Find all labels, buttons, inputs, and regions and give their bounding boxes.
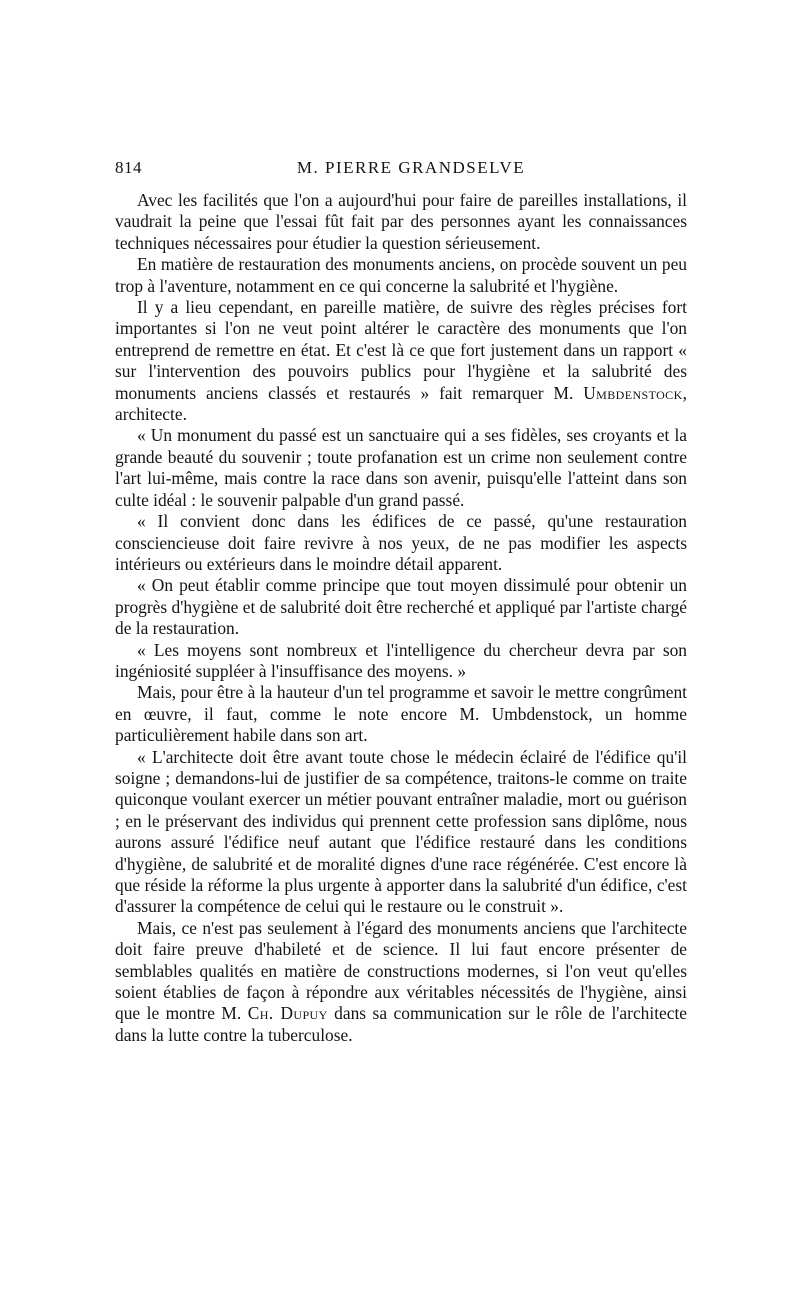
running-title: M. PIERRE GRANDSELVE bbox=[296, 158, 526, 177]
paragraph-7 bbox=[115, 640, 687, 683]
author-name-small-caps: Ch. Dupuy bbox=[247, 1003, 328, 1024]
paragraph-9 bbox=[115, 747, 687, 918]
paragraph-text: « Un monument du passé est un sanctuaire qui a ses fidèles, ses croyants et la grande beauté du souvenir ; toute profanation est un crime non seulement contre l'art lui-même, mais contre la race dans son avenir, puisqu'elle l'atteint dans son culte idéal : le souvenir palpable d'un grand passé. bbox=[115, 425, 687, 510]
paragraph-text: « Les moyens sont nombreux et l'intelligence du chercheur devra par son ingéniosité suppléer à l'insuffisance des moyens. » bbox=[115, 639, 687, 681]
paragraph-8 bbox=[115, 682, 687, 746]
paragraph-text: , architecte. bbox=[115, 382, 687, 425]
paragraph-6 bbox=[115, 575, 687, 639]
paragraph-text: « Il convient donc dans les édifices de ce passé, qu'une restauration consciencieuse doit faire revivre à nos yeux, de ne pas modifier les aspects intérieurs ou extérieurs dans le moindre détail apparent. bbox=[115, 511, 687, 574]
paragraph-text: dans sa communication sur le rôle de l'architecte dans la lutte contre la tuberculose. bbox=[115, 1003, 688, 1045]
paragraph-10 bbox=[115, 918, 687, 1046]
paragraph-text: En matière de restauration des monuments anciens, on procède souvent un peu trop à l'aventure, notamment en ce qui concerne la salubrité et l'hygiène. bbox=[115, 254, 687, 296]
paragraph-3 bbox=[115, 297, 687, 425]
paragraph-text: Avec les facilités que l'on a aujourd'hui pour faire de pareilles installations, il vaudrait la peine que l'essai fût fait par des personnes ayant les connaissances techniques nécessaires pour étudier la question sérieusement. bbox=[115, 190, 687, 253]
paragraph-1 bbox=[115, 190, 687, 254]
paragraph-text: « L'architecte doit être avant toute chose le médecin éclairé de l'édifice qu'il soigne ; demandons-lui de justifier de sa compétence, traitons-le comme on traite quiconque voulant exercer un métier pouvant entraîner maladie, mort ou guérison ; en le préservant des individus qui prennent cette profession sans diplôme, nous aurons assuré l'édifice neuf autant que l'édifice restauré dans les conditions d'hygiène, de salubrité et de moralité dignes d'une race régénérée. C'est encore là que réside la réforme la plus urgente à apporter dans la salubrité d'un édifice, c'est d'assurer la compétence de celui qui le restaure ou le construit ». bbox=[115, 746, 687, 917]
author-name-small-caps: Umbdenstock bbox=[583, 382, 683, 403]
paragraph-2 bbox=[115, 254, 687, 297]
running-head bbox=[115, 158, 687, 182]
body-text bbox=[115, 190, 687, 1046]
paragraph-text: Mais, pour être à la hauteur d'un tel programme et savoir le mettre congrûment en œuvre, il faut, comme le note encore M. Umbdenstock, un homme particulièrement habile dans son art. bbox=[115, 682, 687, 746]
paragraph-text: « On peut établir comme principe que tout moyen dissimulé pour obtenir un progrès d'hygiène et de salubrité doit être recherché et appliqué par l'artiste chargé de la restauration. bbox=[115, 575, 687, 639]
paragraph-text: Il y a lieu cependant, en pareille matière, de suivre des règles précises fort importantes si l'on ne veut point altérer le caractère des monuments que l'on entreprend de remettre en état. Et c'est là ce que fort justement dans un rapport « sur l'intervention des pouvoirs publics pour l'hygiène et la salubrité des monuments anciens classés et restaurés » fait remarquer M. bbox=[115, 297, 687, 403]
paragraph-5 bbox=[115, 511, 687, 575]
page-number: 814 bbox=[115, 158, 142, 177]
paragraph-4 bbox=[115, 425, 687, 511]
paragraph-text: Mais, ce n'est pas seulement à l'égard des monuments anciens que l'architecte doit faire preuve d'habileté et de science. Il lui faut encore présenter de semblables qualités en matière de constructions modernes, si l'on veut qu'elles soient établies de façon à répondre aux véritables nécessités de l'hygiène, ainsi que le montre M. bbox=[115, 917, 687, 1024]
